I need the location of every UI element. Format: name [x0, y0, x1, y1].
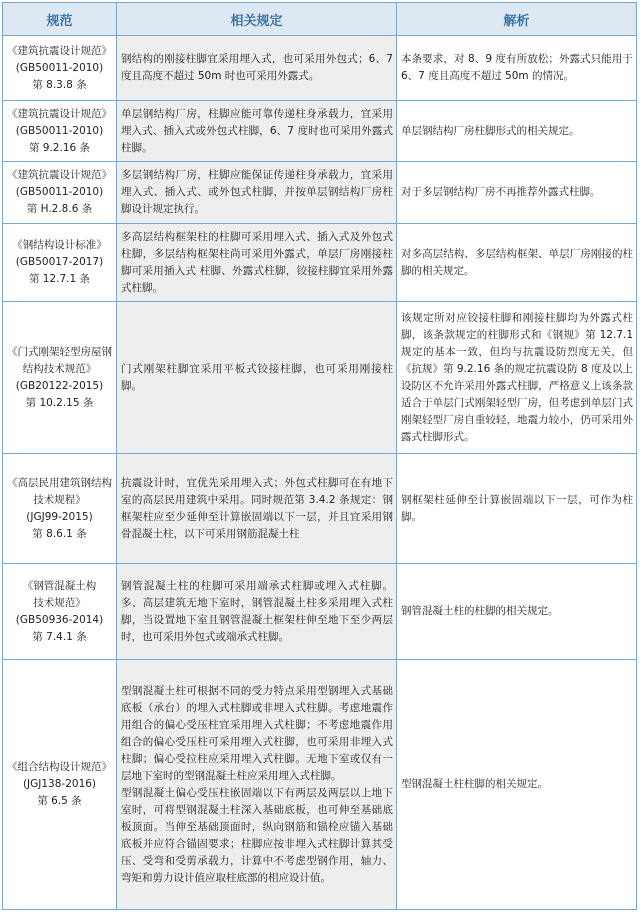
table-row	[3, 302, 637, 454]
code-line: 《建筑抗震设计规范》	[7, 44, 112, 57]
analysis-cell: 型钢混凝土柱柱脚的相关规定。	[397, 660, 637, 910]
analysis-cell: 该规定所对应铰接柱脚和刚接柱脚均为外露式柱脚，该条款规定的柱脚形式和《钢规》第 12.7.1 规定的基本一致，但均与抗震设防烈度无关，但《抗规》第 9.2.16 条的规定抗震设防 8 度及以上设防区不允许采用外露式柱脚，严格意义上该条款适合于单层门式刚架轻型厂房，但考虑到单层门式刚架轻型厂房自重较轻，地震力较小，仍可采用外露式柱脚形式。	[397, 302, 637, 454]
table-row	[3, 101, 637, 162]
code-cell	[3, 564, 117, 660]
analysis-cell: 本条要求，对 8、9 度有所放松；外露式只能用于 6、7 度且高度不超过 50m 的情况。	[397, 36, 637, 101]
code-cell	[3, 162, 117, 224]
code-line: (JGJ138-2016)	[22, 778, 97, 790]
rule-cell: 多高层结构框架柱的柱脚可采用埋入式、插入式及外包式柱脚，多层结构框架柱尚可采用外露式，单层厂房刚接柱脚可采用插入式 柱脚、外露式柱脚，铰接柱脚宜采用外露式柱脚。	[117, 224, 397, 302]
code-line: 《高层民用建筑钢结构	[7, 476, 112, 489]
code-line: 《组合结构设计规范》	[7, 761, 112, 773]
rule-cell: 单层钢结构厂房，柱脚应能可靠传递柱身承载力，宜采用埋入式、插入式或外包式柱脚，6、7 度时也可采用外露式柱脚。	[117, 101, 397, 162]
analysis-cell: 对于多层钢结构厂房不再推荐外露式柱脚。	[397, 162, 637, 224]
analysis-cell: 单层钢结构厂房柱脚形式的相关规定。	[397, 101, 637, 162]
code-line: (GB20122-2015)	[15, 379, 104, 392]
code-line: (JGJ99-2015)	[26, 510, 93, 523]
code-line: 第 12.7.1 条	[28, 273, 91, 285]
code-line: (GB50011-2010)	[15, 61, 104, 74]
table-row	[3, 660, 637, 910]
code-cell	[3, 224, 117, 302]
code-line: 第 7.4.1 条	[32, 630, 87, 643]
code-line: 第 9.2.16 条	[28, 141, 91, 154]
header-rule: 相关规定	[117, 3, 397, 36]
regulation-table	[2, 2, 637, 910]
analysis-cell: 钢框架柱延伸至计算嵌固端以下一层，可作为柱脚。	[397, 454, 637, 564]
rule-paragraph: 型钢混凝土柱可根据不同的受力特点采用型钢埋入式基础底板（承台）的埋入式柱脚或非埋入式柱脚。考虑地震作用组合的偏心受压柱宜采用埋入式柱脚；不考虑地震作用组合的偏心受压柱可采用埋入式柱脚，也可采用非埋入式柱脚；偏心受拉柱应采用埋入式柱脚。无地下室或仅有一层地下室时的型钢混凝土柱应采用埋入式柱脚。	[121, 684, 393, 782]
code-line: 第 8.3.8 条	[32, 78, 87, 91]
table-row	[3, 454, 637, 564]
regulation-table-container	[2, 2, 636, 910]
rule-paragraph: 型钢混凝土偏心受压柱嵌固端以下有两层及两层以上地下室时，可将型钢混凝土柱深入基础底板，也可伸至基础底板顶面。当伸至基础顶面时，纵向钢筋和锚栓应锚入基础底板并应符合锚固要求；柱脚应按非埋入式柱脚计算其受压、受弯和受剪承载力，计算中不考虑型钢作用，轴力、弯矩和剪力设计值应取柱底部的相应设计值。	[121, 786, 393, 884]
code-line: (GB50017-2017)	[15, 256, 104, 268]
code-line: 技术规范》	[33, 596, 86, 609]
code-line: 结构技术规范》	[22, 362, 97, 375]
table-row	[3, 224, 637, 302]
rule-cell: 抗震设计时，宜优先采用埋入式；外包式柱脚可在有地下室的高层民用建筑中采用。同时规范第 3.4.2 条规定：钢框架柱应至少延伸至计算嵌固端以下一层，并且宜采用钢骨混凝土柱，以下可采用钢筋混凝土柱	[117, 454, 397, 564]
code-line: 第 8.6.1 条	[32, 527, 87, 540]
code-line: 《门式刚架轻型房屋钢	[7, 345, 112, 358]
code-line: 第 H.2.8.6 条	[26, 203, 93, 215]
rule-cell: 多层钢结构厂房，柱脚应能保证传递柱身承载力，宜采用埋入式、插入式、或外包式柱脚，并按单层钢结构厂房柱脚设计规定执行。	[117, 162, 397, 224]
rule-cell: 门式刚架柱脚宜采用平板式铰接柱脚，也可采用刚接柱脚。	[117, 302, 397, 454]
rule-cell: 钢结构的刚接柱脚宜采用埋入式，也可采用外包式；6、7 度且高度不超过 50m 时也可采用外露式。	[117, 36, 397, 101]
code-line: (GB50936-2014)	[15, 613, 104, 626]
code-line: (GB50011-2010)	[15, 186, 104, 198]
code-cell	[3, 454, 117, 564]
table-row	[3, 36, 637, 101]
code-line: 《钢管混凝土构	[22, 579, 97, 592]
code-cell	[3, 660, 117, 910]
analysis-cell: 钢管混凝土柱的柱脚的相关规定。	[397, 564, 637, 660]
code-line: 第 6.5 条	[37, 795, 82, 807]
code-line: 《建筑抗震设计规范》	[7, 107, 112, 120]
code-cell	[3, 101, 117, 162]
header-code: 规范	[3, 3, 117, 36]
table-row	[3, 564, 637, 660]
rule-cell	[117, 660, 397, 910]
table-header-row	[3, 3, 637, 36]
code-line: 《建筑抗震设计规范》	[7, 169, 112, 181]
code-cell	[3, 302, 117, 454]
code-line: 第 10.2.15 条	[25, 396, 94, 409]
code-line: 技术规程》	[33, 493, 86, 506]
header-analysis: 解析	[397, 3, 637, 36]
code-line: 《钢结构设计标准》	[12, 239, 107, 251]
rule-cell: 钢管混凝土柱的柱脚可采用端承式柱脚或埋入式柱脚。多、高层建筑无地下室时，钢管混凝土柱多采用埋入式柱脚，当设置地下室且钢管混凝土框架柱伸至地下至少两层时，也可采用外包式或端承式柱脚。	[117, 564, 397, 660]
table-row	[3, 162, 637, 224]
code-cell	[3, 36, 117, 101]
analysis-cell: 对多高层结构、多层结构框架、单层厂房刚接的柱脚的相关规定。	[397, 224, 637, 302]
code-line: (GB50011-2010)	[15, 124, 104, 137]
